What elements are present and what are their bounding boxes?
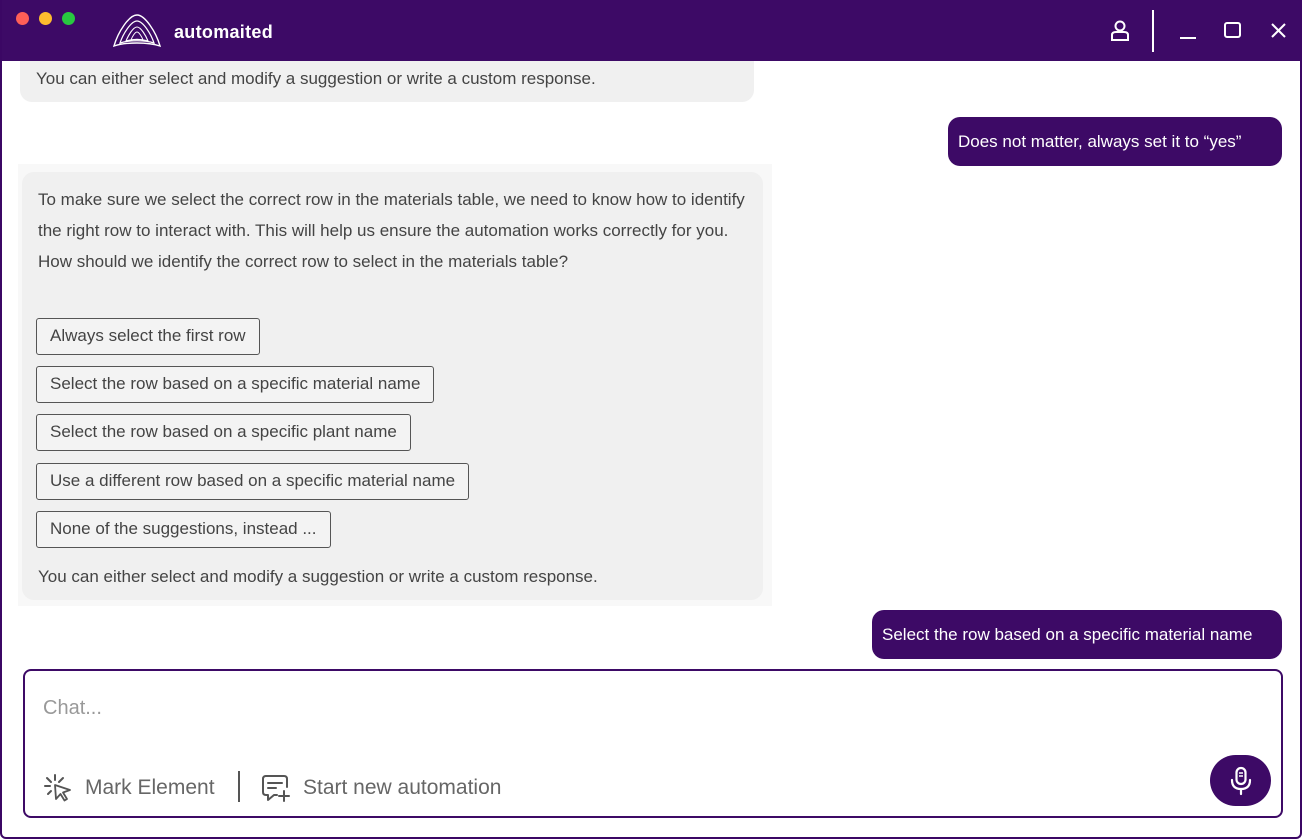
suggestion-button[interactable]: Select the row based on a specific plant name xyxy=(36,414,411,451)
close-icon[interactable] xyxy=(1267,18,1291,42)
bot-message-text: You can either select and modify a suggestion or write a custom response. xyxy=(36,69,596,88)
chat-input[interactable] xyxy=(43,691,1193,725)
start-new-automation-button[interactable] xyxy=(261,771,501,805)
mark-element-label: Mark Element xyxy=(85,776,215,799)
user-message: Select the row based on a specific material name xyxy=(872,610,1282,659)
minimize-icon[interactable] xyxy=(1177,18,1201,42)
suggestion-button[interactable]: Select the row based on a specific material name xyxy=(36,366,434,403)
cursor-click-icon xyxy=(43,773,73,803)
new-chat-icon xyxy=(261,773,291,803)
suggestion-button[interactable]: None of the suggestions, instead ... xyxy=(36,511,331,548)
microphone-button[interactable] xyxy=(1210,755,1271,806)
minimize-window-dot[interactable] xyxy=(39,12,52,25)
bot-message xyxy=(22,172,763,600)
bot-message-footer: You can either select and modify a suggestion or write a custom response. xyxy=(38,567,598,586)
user-icon[interactable] xyxy=(1108,18,1132,42)
suggestion-button[interactable]: Always select the first row xyxy=(36,318,260,355)
suggestion-button[interactable]: Use a different row based on a specific material name xyxy=(36,463,469,500)
bot-message-previous xyxy=(20,61,754,102)
titlebar-divider xyxy=(1152,10,1154,52)
toolbar-divider xyxy=(238,771,240,802)
bot-message-question: How should we identify the correct row to select in the materials table? xyxy=(38,252,569,271)
bot-message-paragraph: To make sure we select the correct row in the materials table, we need to know how to identify the right row to interact with. This will help us ensure the automation works correctly for you. xyxy=(38,190,745,240)
user-message: Does not matter, always set it to “yes” xyxy=(948,117,1282,166)
chat-history[interactable] xyxy=(4,61,1302,666)
mark-element-button[interactable] xyxy=(43,771,215,805)
chat-composer xyxy=(23,669,1283,818)
microphone-icon xyxy=(1228,766,1254,796)
brand-name: automaited xyxy=(174,22,274,42)
title-bar xyxy=(2,0,1302,61)
maximize-icon[interactable] xyxy=(1221,18,1245,42)
close-window-dot[interactable] xyxy=(16,12,29,25)
start-new-automation-label: Start new automation xyxy=(303,776,502,799)
zoom-window-dot[interactable] xyxy=(62,12,75,25)
automaited-logo-icon xyxy=(112,12,162,52)
